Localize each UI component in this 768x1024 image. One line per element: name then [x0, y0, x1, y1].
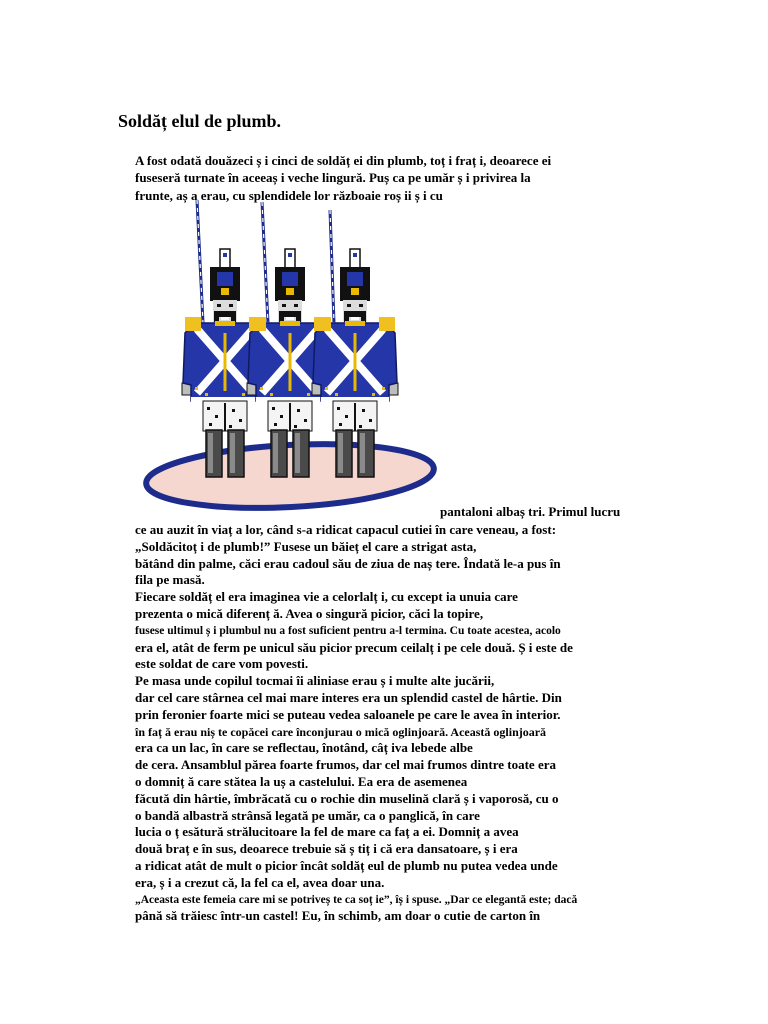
text-line: „Aceasta este femeia care mi se potriveș te ca soț ie”, îș i spuse. „Dar ce elegantă este; dacă: [135, 893, 578, 906]
text-line: Pe masa unde copilul tocmai îi aliniase erau ș i multe alte jucării,: [135, 673, 495, 689]
text-line: o bandă albastră strânsă legată pe umăr, ca o panglică, în care: [135, 807, 480, 823]
text-line: bătând din palme, căci erau cadoul său de ziua de naș tere. Îndată le-a pus în: [135, 555, 561, 571]
text-line: frunte, aș a erau, cu splendidele lor războaie roș ii ș i cu: [135, 187, 443, 203]
caption-line: pantaloni albaș tri. Primul lucru: [440, 504, 621, 519]
intro-paragraph: [135, 152, 551, 204]
text-line: făcută din hârtie, îmbrăcată cu o rochie din muselină clară ș i vaporosă, cu o: [135, 790, 559, 806]
display-stand: [145, 438, 436, 512]
text-line: fuseseră turnate în aceeaș i veche lingură. Puș ca pe umăr ș i privirea la: [135, 170, 531, 186]
tin-soldiers-illustration: [140, 198, 440, 512]
text-line: a ridicat atât de mult o picior încât soldăț eul de plumb nu putea vedea unde: [135, 857, 558, 873]
text-line: era, ș i a crezut că, la fel ca el, avea doar una.: [135, 874, 385, 890]
text-line: ce au auzit în viaț a lor, când s-a ridicat capacul cutiei în care veneau, a fost:: [135, 522, 557, 537]
text-line: de cera. Ansamblul părea foarte frumos, dar cel mai frumos dintre toate era: [135, 757, 556, 773]
text-line: o domniț ă care stătea la uș a castelului. Ea era de asemenea: [135, 773, 468, 789]
text-line: două braț e în sus, deoarece trebuie să ș tiț i că era dansatoare, ș i era: [135, 841, 518, 857]
text-line: era el, atât de ferm pe unicul său picior precum ceilalț i pe cele două. Ș i este de: [135, 639, 573, 655]
text-line: „Soldăcitoț i de plumb!” Fusese un băieț el care a strigat asta,: [135, 538, 477, 554]
page-title: Soldăț elul de plumb.: [118, 111, 282, 131]
text-line: fusese ultimul ș i plumbul nu a fost suficient pentru a-l termina. Cu toate acestea, acolo: [135, 624, 561, 637]
text-line: în faț ă erau niș te copăcei care înconjurau o mică oglinjoară. Această oglinjoară: [135, 724, 547, 739]
body-paragraphs: [135, 522, 577, 925]
text-line: prezenta o mică diferenț ă. Avea o singură picior, căci la topire,: [135, 605, 484, 621]
text-line: era ca un lac, în care se reflectau, înotând, câț iva lebede albe: [135, 740, 473, 756]
text-line: prin feronier foarte mici se puteau vedea saloanele pe care le avea în interior.: [135, 706, 561, 722]
text-line: fila pe masă.: [135, 572, 205, 588]
text-line: este soldat de care vom povesti.: [135, 656, 309, 672]
text-line: Fiecare soldăț el era imaginea vie a celorlalț i, cu except ia unuia care: [135, 589, 518, 605]
text-line: lucia o ț esătură strălucitoare la fel de mare ca faț a ei. Domniț a avea: [135, 824, 519, 840]
text-line: A fost odată douăzeci ș i cinci de soldăț ei din plumb, toț i fraț i, deoarece ei: [135, 153, 552, 168]
text-line: dar cel care stârnea cel mai mare interes era un splendid castel de hârtie. Din: [135, 689, 562, 705]
text-line: până să trăiesc într-un castel! Eu, în schimb, am doar o cutie de carton în: [135, 908, 541, 924]
